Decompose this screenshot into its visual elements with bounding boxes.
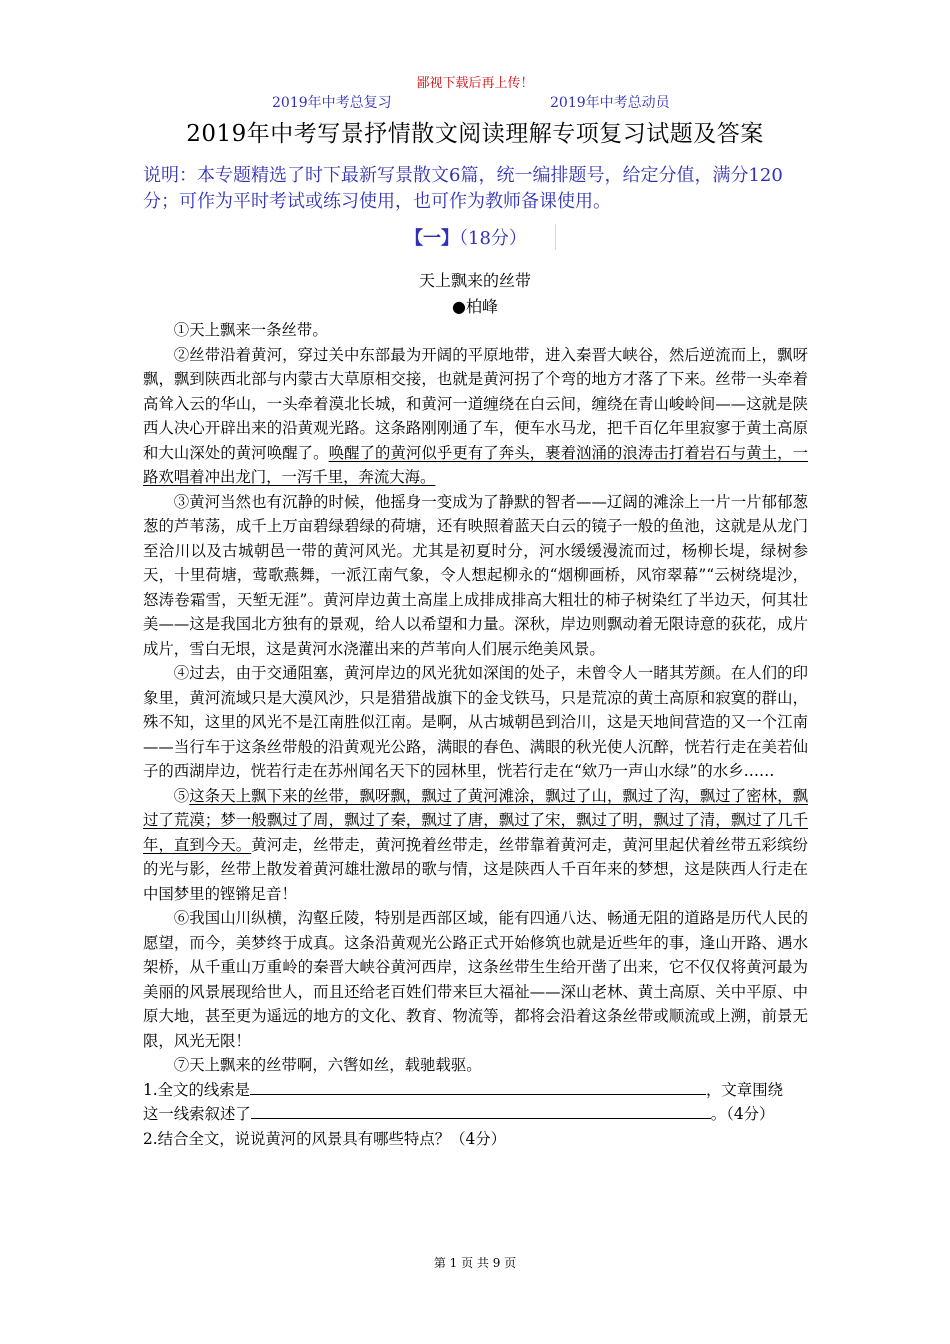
article-body — [143, 318, 808, 1151]
question-2: 2.结合全文，说说黄河的风景具有哪些特点？（4分） — [143, 1129, 507, 1148]
intro-note: 说明：本专题精选了时下最新写景散文6篇，统一编排题号，给定分值，满分120分；可作为平时考试或练习使用，也可作为教师备课使用。 — [143, 165, 783, 212]
paragraph-4: ④过去，由于交通阻塞，黄河岸边的风光犹如深闺的处子，未曾令人一睹其芳颜。在人们的印象里，黄河流域只是大漠风沙，只是猎猎战旗下的金戈铁马，只是荒凉的黄土高原和寂寞的群山，殊不知，这里的风光不是江南胜似江南。是啊，从古城朝邑到洽川，这是天地间营造的又一个江南——当行车于这条丝带般的沿黄观光公路，满眼的春色、满眼的秋光使人沉醉，恍若行走在美若仙子的西湖岸边，恍若行走在苏州闻名天下的园林里，恍若行走在“欸乃一声山水绿”的水乡…… — [143, 664, 808, 780]
document-title: 2019年中考写景抒情散文阅读理解专项复习试题及答案 — [186, 121, 764, 147]
header-right: 2019年中考总动员 — [550, 95, 670, 111]
question-1-points: 。（4分） — [710, 1105, 775, 1123]
paragraph-1: ①天上飘来一条丝带。 — [173, 321, 328, 339]
paragraph-2 — [143, 343, 808, 490]
paragraph-5-text: 黄河走，丝带走，黄河挽着丝带走，丝带靠着黄河走，黄河里起伏着丝带五彩缤纷的光与影，丝带上散发着黄河雄壮激昂的歌与情，这是陕西人千百年来的梦想，这是陕西人行走在中国梦里的铿锵足音！ — [143, 835, 808, 903]
section-heading — [405, 224, 556, 250]
watermark-text: 鄙视下载后再上传！ — [416, 76, 534, 91]
paragraph-5-underlined: 这条天上飘下来的丝带，飘呀飘，飘过了黄河滩涂，飘过了山，飘过了沟，飘过了密林，飘过了荒漠；梦一般飘过了周，飘过了秦，飘过了唐，飘过了宋，飘过了明，飘过了清，飘过了几千年，直到今天。 — [143, 786, 808, 854]
paragraph-2-underlined: 唤醒了的黄河似乎更有了奔头，裹着汹涌的浪涛击打着岩石与黄土，一路欢唱着冲出龙门，一泻千里，奔流大海。 — [143, 443, 808, 486]
page-footer: 第 1 页 共 9 页 — [433, 1256, 517, 1270]
question-1 — [143, 1078, 808, 1103]
question-1-prompt: 1.全文的线索是 — [143, 1080, 251, 1099]
question-1-mid: ，文章围绕 — [706, 1080, 783, 1099]
answer-blank-2[interactable] — [251, 1103, 711, 1119]
question-1-prompt-2: 这一线索叙述了 — [143, 1105, 251, 1123]
header-left: 2019年中考总复习 — [272, 95, 392, 111]
article-author: ●柏峰 — [452, 297, 498, 316]
paragraph-2-text: ②丝带沿着黄河，穿过关中东部最为开阔的平原地带，进入秦晋大峡谷，然后逆流而上，飘呀飘，飘到陕西北部与内蒙古大草原相交接，也就是黄河拐了个弯的地方才落了下来。丝带一头牵着高耸入云的华山，一头牵着漠北长城，和黄河一道缠绕在白云间，缠绕在青山峻岭间——这就是陕西人决心开辟出来的沿黄观光路。这条路刚刚通了车，便车水马龙，把千百亿年里寂寥于黄土高原和大山深处的黄河唤醒了。 — [143, 345, 808, 462]
section-points: （18分） — [459, 228, 527, 249]
paragraph-6: ⑥我国山川纵横，沟壑丘陵，特别是西部区域，能有四通八达、畅通无阻的道路是历代人民的愿望，而今，美梦终于成真。这条沿黄观光公路正式开始修筑也就是近些年的事，逢山开路、遇水架桥，从千重山万重岭的秦晋大峡谷黄河西岸，这条丝带生生给开凿了出来，它不仅仅将黄河最为美丽的风景展现给世人，而且还给老百姓们带来巨大福祉——深山老林、黄土高原、关中平原、中原大地，甚至更为遥远的地方的文化、教育、物流等，都将会沿着这条丝带或顺流或上溯，前景无限，风光无限！ — [143, 909, 808, 1050]
question-1-line-2 — [143, 1102, 808, 1127]
article-title: 天上飘来的丝带 — [418, 271, 531, 290]
section-label: 【一】 — [405, 228, 459, 249]
paragraph-5 — [143, 784, 808, 907]
paragraph-3: ③黄河当然也有沉静的时候，他摇身一变成为了静默的智者——辽阔的滩涂上一片一片郁郁葱葱的芦苇荡，成千上万亩碧绿碧绿的荷塘，还有映照着蓝天白云的镜子一般的鱼池，这就是从龙门至洽川以及古城朝邑一带的黄河风光。尤其是初夏时分，河水缓缓漫流而过，杨柳长堤，绿树参天，十里荷塘，莺歌燕舞，一派江南气象，令人想起柳永的“烟柳画桥，风帘翠幕”“云树绕堤沙，怒涛卷霜雪，天堑无涯”。黄河岸边黄土高崖上成排成排高大粗壮的柿子树染红了半边天，何其壮美——这是我国北方独有的景观，给人以希望和力量。深秋，岸边则飘动着无限诗意的荻花，成片成片，雪白无垠，这是黄河水浇灌出来的芦苇向人们展示绝美风景。 — [143, 492, 808, 658]
paragraph-5-number: ⑤ — [173, 786, 190, 805]
answer-blank-1[interactable] — [250, 1079, 706, 1095]
paragraph-7: ⑦天上飘来的丝带啊，六辔如丝，载驰载驱。 — [173, 1056, 482, 1074]
